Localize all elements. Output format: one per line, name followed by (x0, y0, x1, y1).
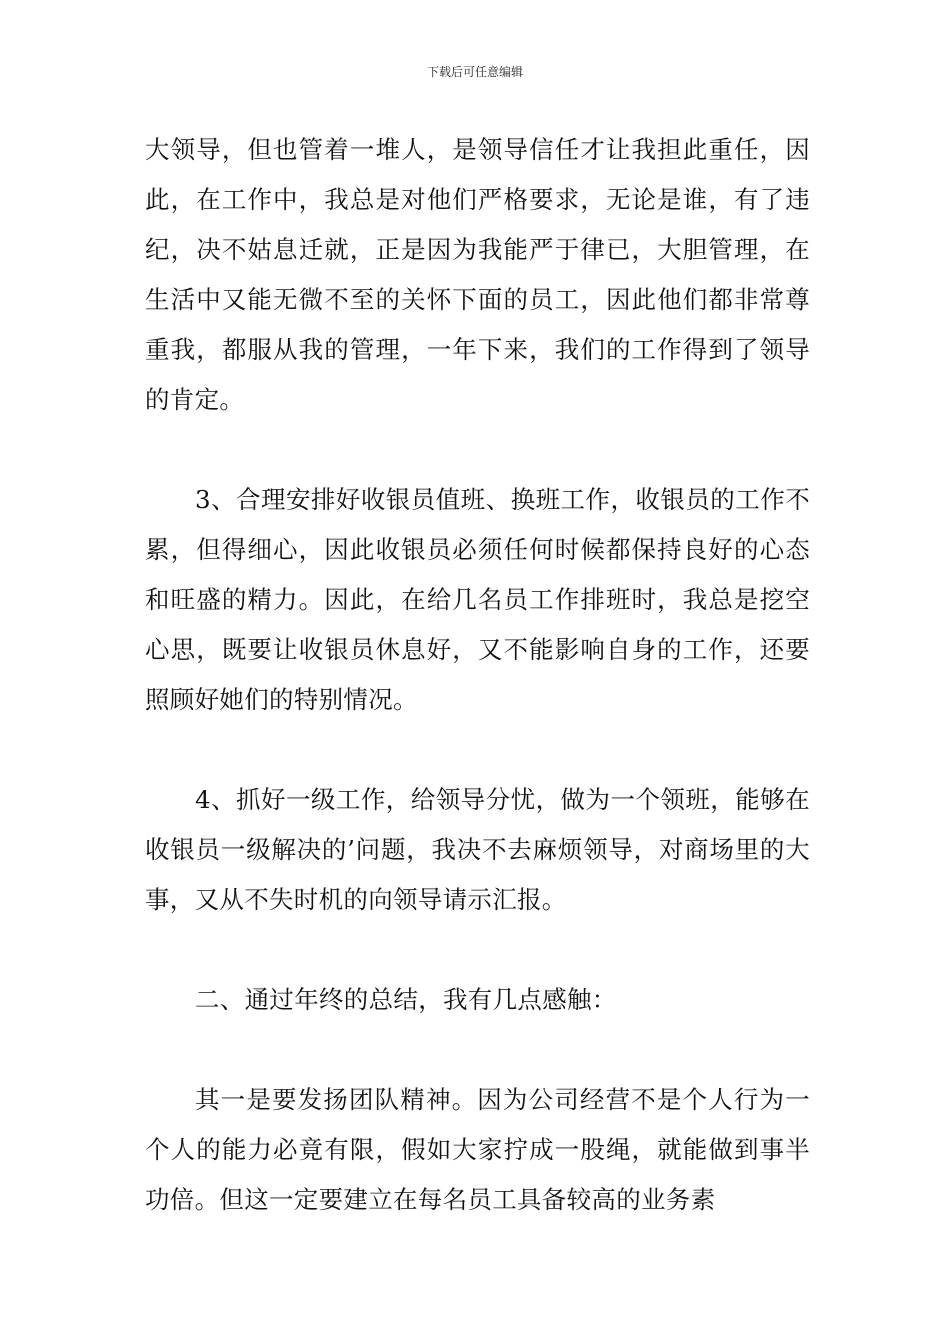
paragraph-5: 其一是要发扬团队精神。因为公司经营不是个人行为一个人的能力必竟有限，假如大家拧成一股绳，就能做到事半功倍。但这一定要建立在每名员工具备较高的业务素 (145, 1085, 810, 1214)
paragraph-3: 4、抓好一级工作，给领导分忧，做为一个领班，能够在收银员一级解决的’问题，我决不去麻烦领导，对商场里的大事，又从不失时机的向领导请示汇报。 (145, 785, 810, 914)
document-body (145, 125, 810, 1225)
paragraph-1: 大领导，但也管着一堆人，是领导信任才让我担此重任，因此，在工作中，我总是对他们严格要求，无论是谁，有了违纪，决不姑息迁就，正是因为我能严于律已，大胆管理，在生活中又能无微不至的关怀下面的员工，因此他们都非常尊重我，都服从我的管理，一年下来，我们的工作得到了领导的肯定。 (145, 135, 810, 414)
page-header: 下载后可任意编辑 (426, 65, 523, 79)
paragraph-2: 3、合理安排好收银员值班、换班工作，收银员的工作不累，但得细心，因此收银员必须任何时候都保持良好的心态和旺盛的精力。因此，在给几名员工作排班时，我总是挖空心思，既要让收银员休息好，又不能影响自身的工作，还要照顾好她们的特别情况。 (145, 485, 810, 714)
paragraph-4: 二、通过年终的总结，我有几点感触： (195, 985, 617, 1014)
